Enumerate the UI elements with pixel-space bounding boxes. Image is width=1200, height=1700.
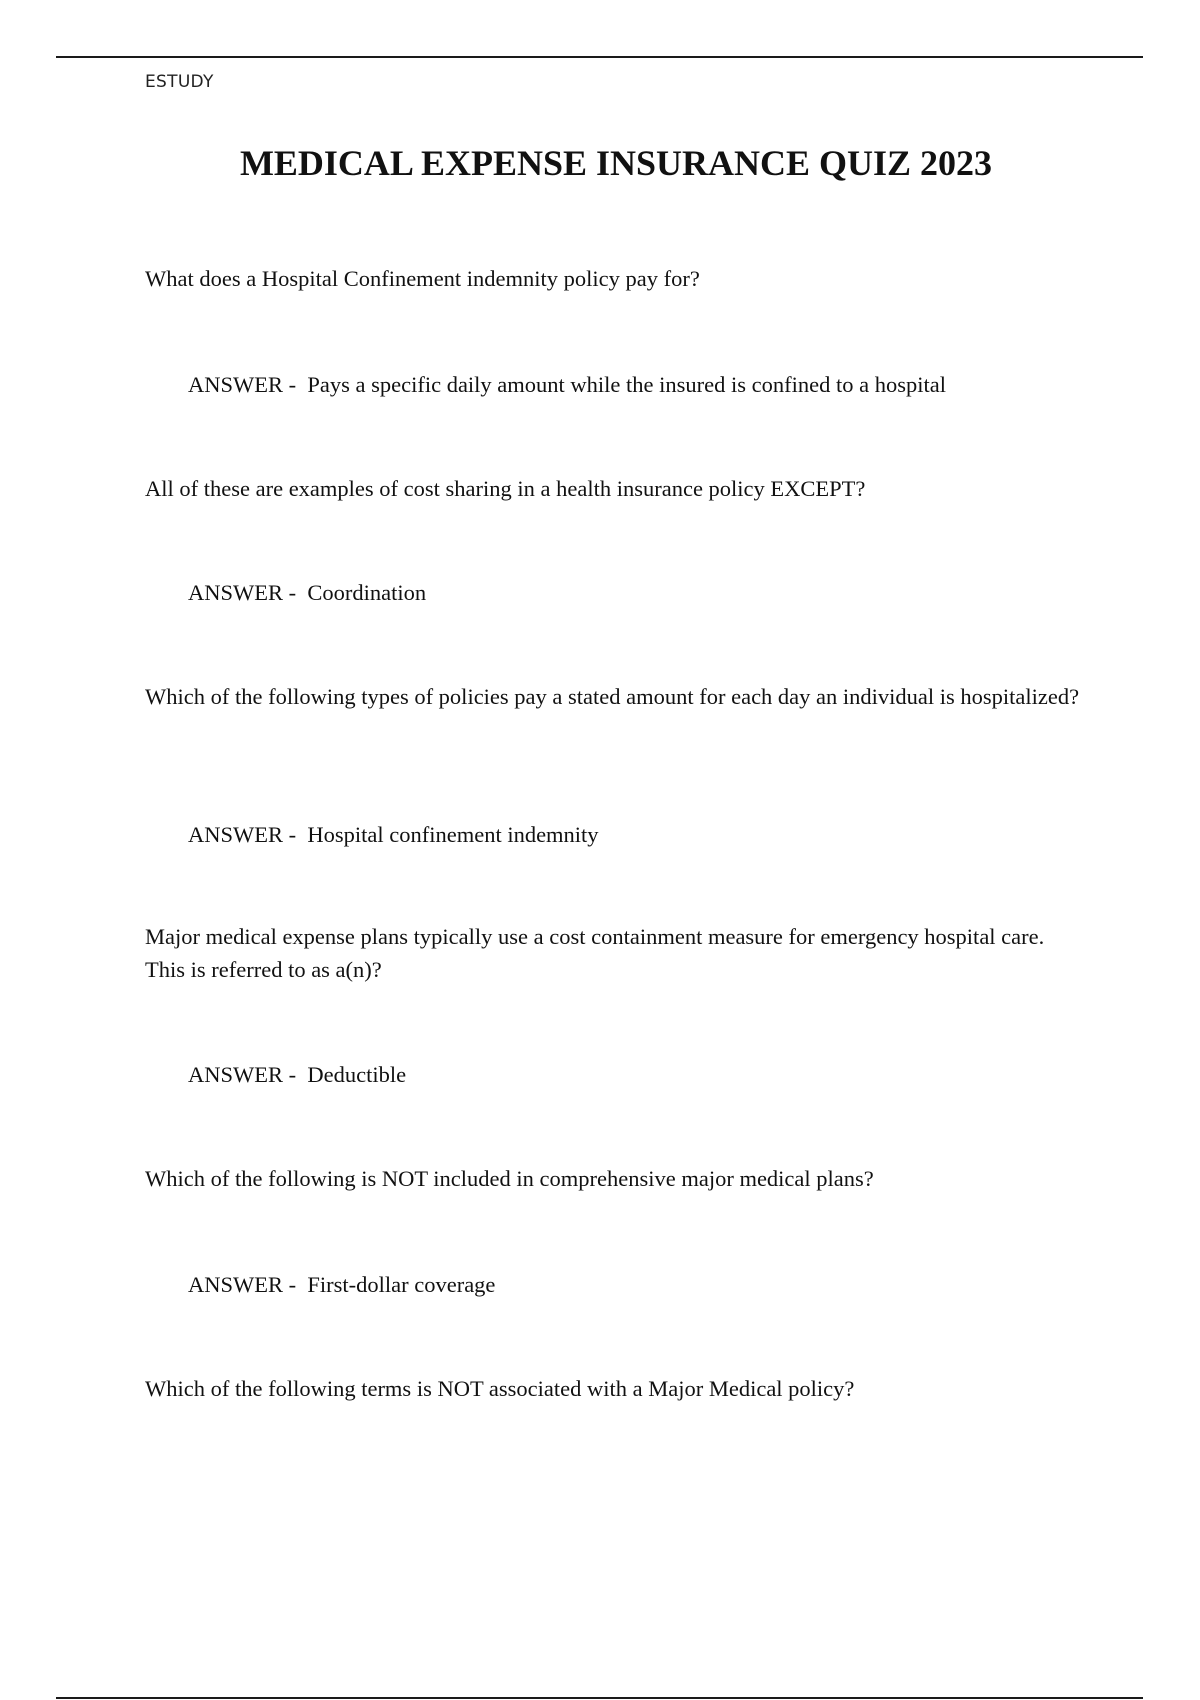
- answer-3: ANSWER - Hospital confinement indemnity: [188, 822, 599, 847]
- footer-rule: [56, 1697, 1143, 1699]
- answer-1: ANSWER - Pays a specific daily amount while the insured is confined to a hospital: [188, 372, 946, 397]
- site-label: ESTUDY: [145, 72, 214, 92]
- question-5: Which of the following is NOT included in comprehensive major medical plans?: [145, 1166, 874, 1191]
- question-3: Which of the following types of policies pay a stated amount for each day an individual is hospitalized?: [145, 684, 1080, 709]
- document-title: MEDICAL EXPENSE INSURANCE QUIZ 2023: [239, 143, 993, 183]
- question-4: Major medical expense plans typically use a cost containment measure for emergency hospital care. This is referred to as a(n)?: [145, 924, 1045, 982]
- question-1: What does a Hospital Confinement indemnity policy pay for?: [145, 266, 700, 291]
- question-2: All of these are examples of cost sharing in a health insurance policy EXCEPT?: [145, 476, 866, 501]
- answer-5: ANSWER - First-dollar coverage: [188, 1272, 496, 1297]
- header-rule: [56, 56, 1143, 58]
- answer-4: ANSWER - Deductible: [188, 1062, 407, 1087]
- answer-2: ANSWER - Coordination: [188, 580, 427, 605]
- question-6: Which of the following terms is NOT associated with a Major Medical policy?: [145, 1376, 855, 1401]
